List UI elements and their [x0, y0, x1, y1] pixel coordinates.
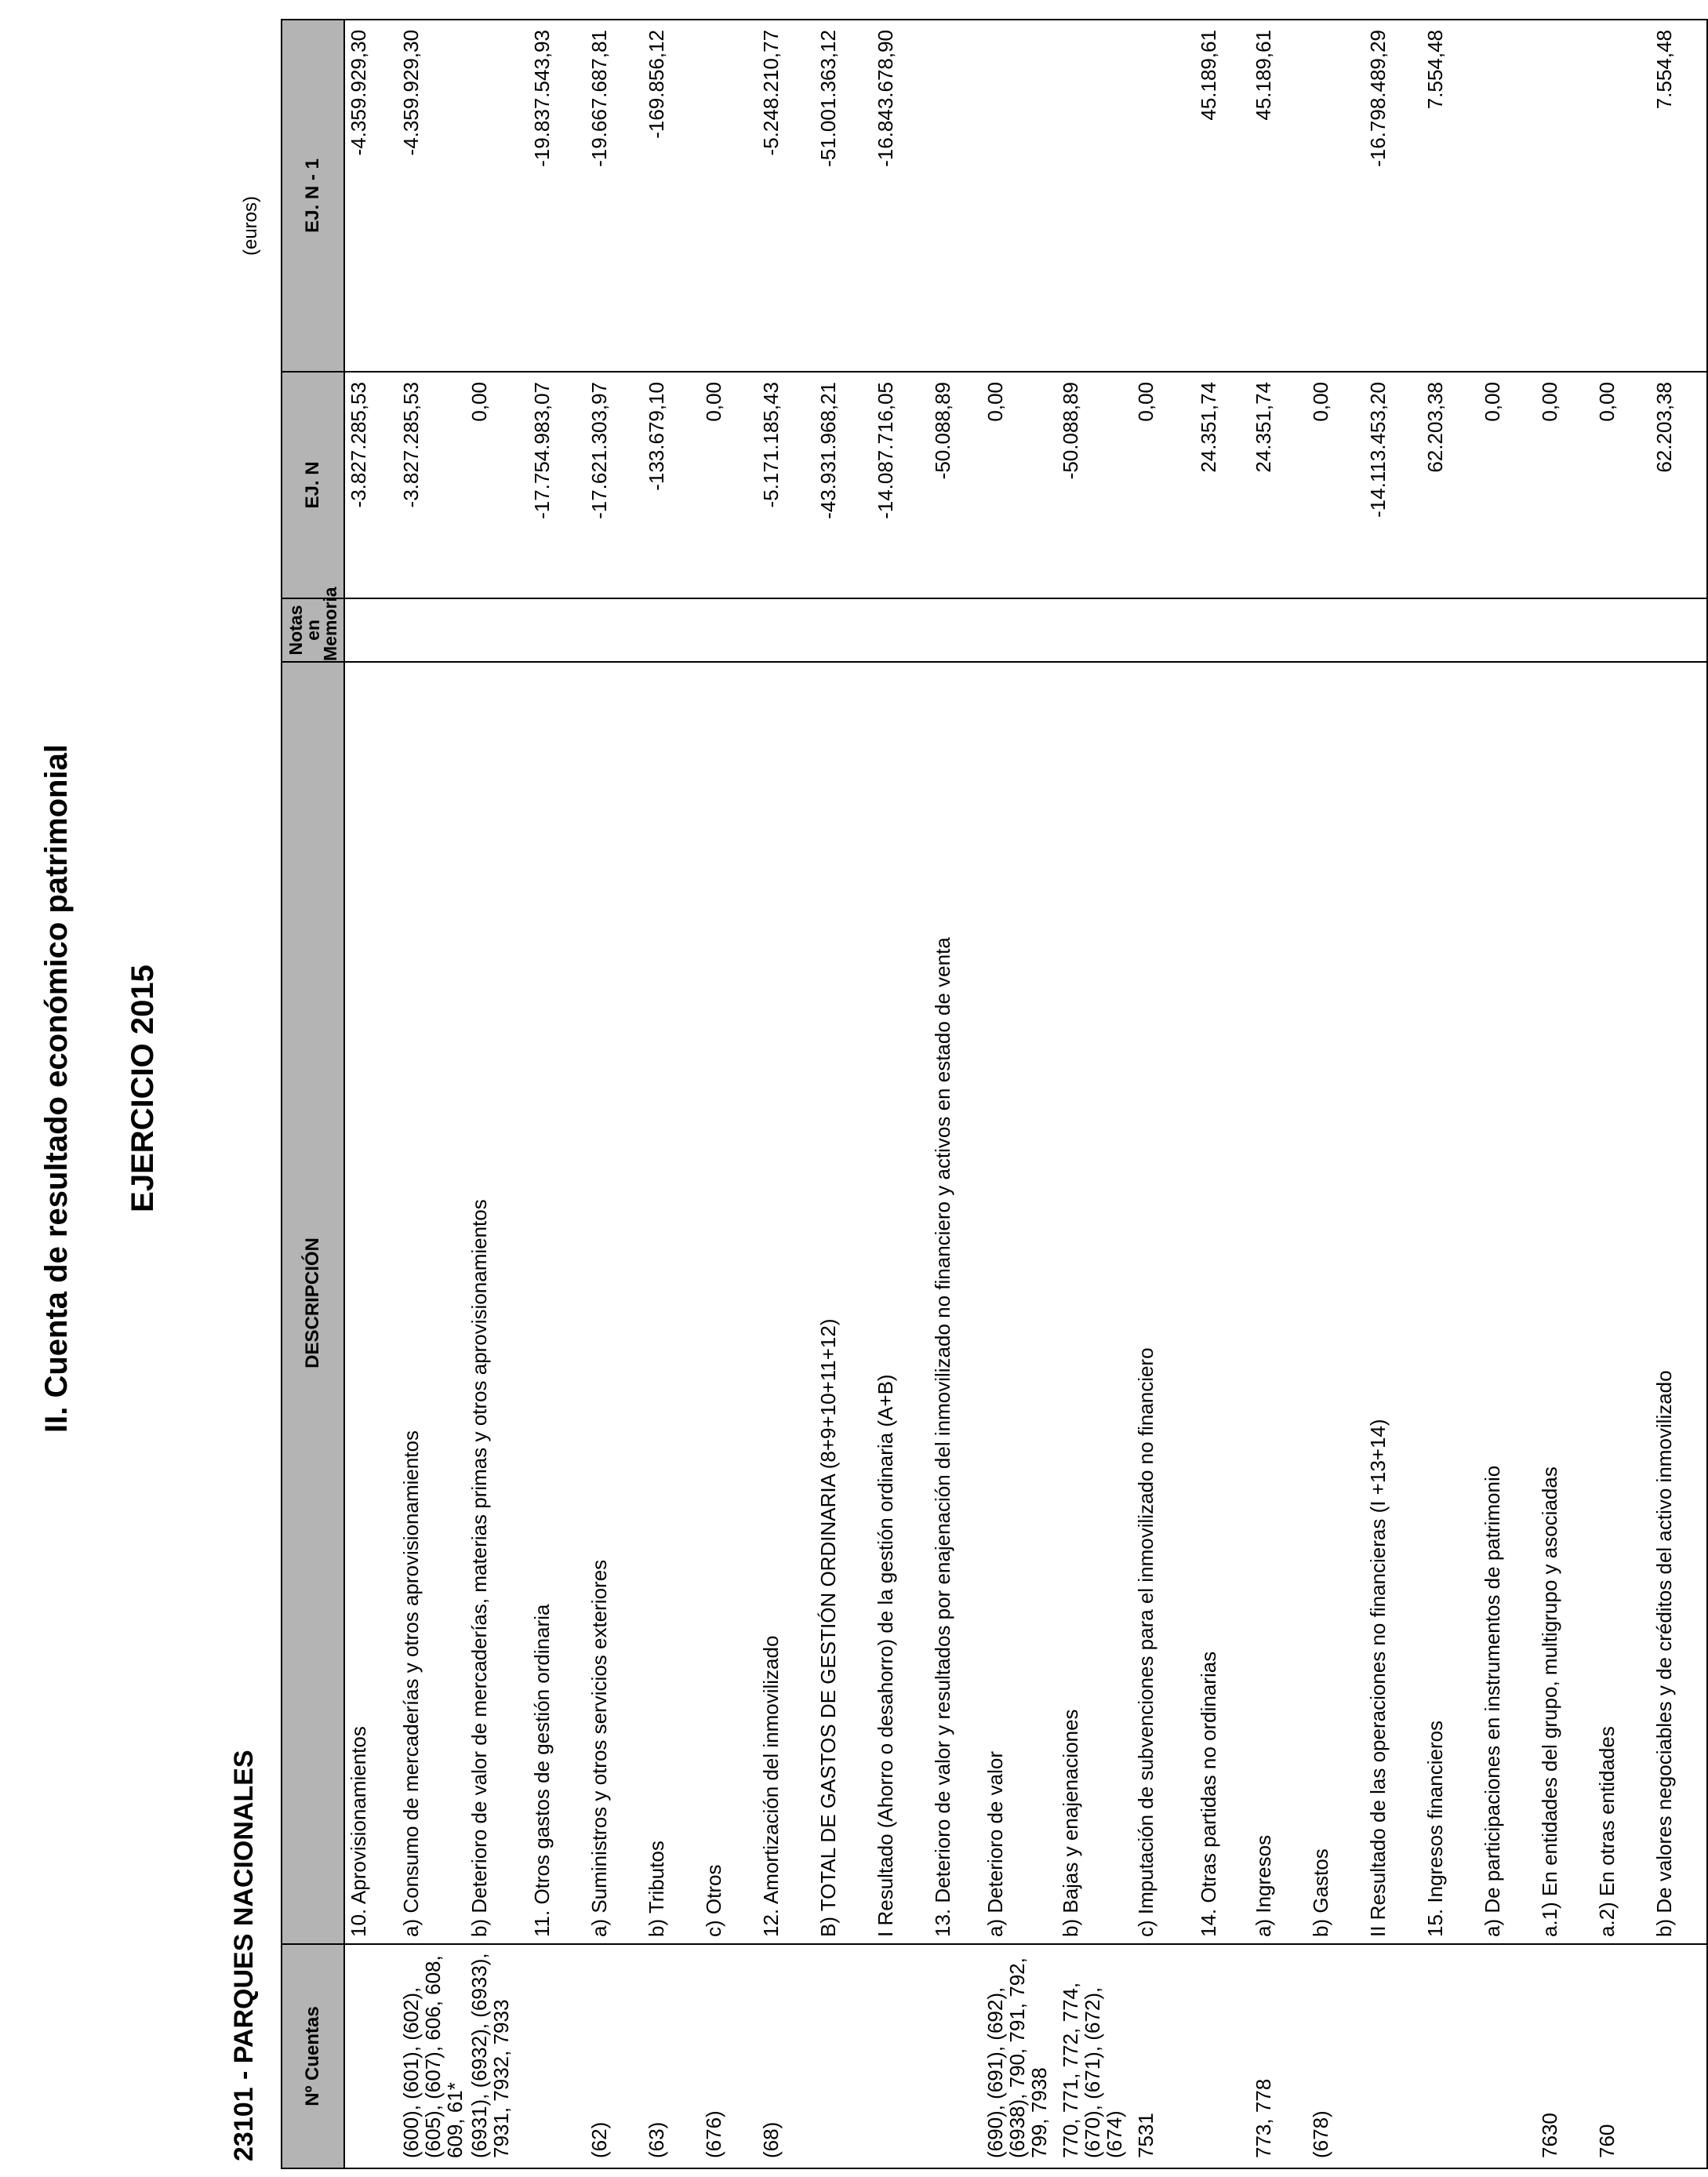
page-subtitle: EJERCICIO 2015 — [125, 965, 160, 1212]
description-cell: a.1) En entidades del grupo, multigrupo y asociadas — [1536, 662, 1594, 1944]
table-row — [643, 20, 700, 2168]
description-cell: 13. Deterioro de valor y resultados por enajenación del inmovilizado no financiero y activos en estado de venta — [929, 662, 982, 1944]
ej-n-cell: 62.203,38 — [1651, 372, 1707, 598]
ej-n1-cell: -4.359.929,30 — [344, 20, 398, 372]
account-cell: (600), (601), (602), (605), (607), 606, 608, 609, 61* — [398, 1944, 466, 2168]
notes-cell — [1057, 598, 1132, 662]
account-cell — [1479, 1944, 1536, 2168]
ej-n-cell: 0,00 — [1132, 372, 1195, 598]
header-notes: Notas en Memoria — [282, 598, 344, 662]
account-cell: 760 — [1594, 1944, 1651, 2168]
units-label: (euros) — [240, 195, 261, 256]
table-row — [872, 20, 929, 2168]
account-cell — [1422, 1944, 1479, 2168]
ej-n1-cell — [982, 20, 1057, 372]
table-row — [815, 20, 872, 2168]
ej-n-cell: -14.087.716,05 — [872, 372, 929, 598]
notes-cell — [982, 598, 1057, 662]
description-cell: 14. Otras partidas no ordinarias — [1195, 662, 1250, 1944]
ej-n1-cell: -19.667.687,81 — [586, 20, 643, 372]
notes-cell — [344, 598, 398, 662]
ej-n1-cell: -19.837.543,93 — [529, 20, 586, 372]
notes-cell — [643, 598, 700, 662]
description-cell: a.2) En otras entidades — [1594, 662, 1651, 1944]
table-row — [1479, 20, 1536, 2168]
notes-cell — [586, 598, 643, 662]
table-row — [586, 20, 643, 2168]
page-title: II. Cuenta de resultado económico patrimonial — [39, 744, 74, 1433]
notes-cell — [1132, 598, 1195, 662]
account-cell: 770, 771, 772, 774, (670), (671), (672), (674) — [1057, 1944, 1132, 2168]
table-row — [466, 20, 529, 2168]
account-cell: (6931), (6932), (6933), 7931, 7932, 7933 — [466, 1944, 529, 2168]
notes-cell — [1536, 598, 1594, 662]
description-cell: a) Deterioro de valor — [982, 662, 1057, 1944]
description-cell: II Resultado de las operaciones no financieras (I +13+14) — [1365, 662, 1422, 1944]
account-cell: 7630 — [1536, 1944, 1594, 2168]
table-row — [529, 20, 586, 2168]
description-cell: b) Deterioro de valor de mercaderías, materias primas y otros aprovisionamientos — [466, 662, 529, 1944]
ej-n1-cell: -16.798.489,29 — [1365, 20, 1422, 372]
account-cell: 7531 — [1132, 1944, 1195, 2168]
description-cell: B) TOTAL DE GASTOS DE GESTIÓN ORDINARIA (8+9+10+11+12) — [815, 662, 872, 1944]
ej-n1-cell — [1479, 20, 1536, 372]
ej-n1-cell: -51.001.363,12 — [815, 20, 872, 372]
notes-cell — [1195, 598, 1250, 662]
ej-n-cell: -17.754.983,07 — [529, 372, 586, 598]
description-cell: a) De participaciones en instrumentos de patrimonio — [1479, 662, 1536, 1944]
table-row — [700, 20, 758, 2168]
ej-n-cell: -14.113.453,20 — [1365, 372, 1422, 598]
ej-n1-cell — [1307, 20, 1365, 372]
ej-n-cell: 0,00 — [1307, 372, 1365, 598]
table-row — [1594, 20, 1651, 2168]
ej-n-cell: 0,00 — [982, 372, 1057, 598]
ej-n-cell: -133.679,10 — [643, 372, 700, 598]
ej-n-cell: -3.827.285,53 — [344, 372, 398, 598]
table-row — [1132, 20, 1195, 2168]
notes-cell — [758, 598, 815, 662]
ej-n1-cell: 45.189,61 — [1250, 20, 1307, 372]
account-cell: 773, 778 — [1250, 1944, 1307, 2168]
table-row — [1250, 20, 1307, 2168]
notes-cell — [1307, 598, 1365, 662]
account-cell: (63) — [643, 1944, 700, 2168]
table-row — [344, 20, 398, 2168]
description-cell: a) Ingresos — [1250, 662, 1307, 1944]
account-cell: (68) — [758, 1944, 815, 2168]
ej-n-cell: 0,00 — [466, 372, 529, 598]
ej-n-cell: -43.931.968,21 — [815, 372, 872, 598]
ej-n1-cell: -169.856,12 — [643, 20, 700, 372]
notes-cell — [466, 598, 529, 662]
header-ej-n1: EJ. N - 1 — [282, 20, 344, 372]
ej-n-cell: -50.088,89 — [1057, 372, 1132, 598]
account-cell: (690), (691), (692), (6938), 790, 791, 792, 799, 7938 — [982, 1944, 1057, 2168]
account-cell — [872, 1944, 929, 2168]
ej-n-cell: 24.351,74 — [1250, 372, 1307, 598]
ej-n-cell: -17.621.303,97 — [586, 372, 643, 598]
description-cell: b) De valores negociables y de créditos del activo inmovilizado — [1651, 662, 1707, 1944]
ej-n-cell: 0,00 — [700, 372, 758, 598]
header-accounts: Nº Cuentas — [282, 1944, 344, 2168]
account-cell: (62) — [586, 1944, 643, 2168]
description-cell: 10. Aprovisionamientos — [344, 662, 398, 1944]
ej-n-cell: -50.088,89 — [929, 372, 982, 598]
description-cell: I Resultado (Ahorro o desahorro) de la gestión ordinaria (A+B) — [872, 662, 929, 1944]
description-cell: 15. Ingresos financieros — [1422, 662, 1479, 1944]
ej-n1-cell: -4.359.929,30 — [398, 20, 466, 372]
table-row — [1195, 20, 1250, 2168]
header-ej-n: EJ. N — [282, 372, 344, 598]
table-row — [1307, 20, 1365, 2168]
ej-n-cell: 0,00 — [1479, 372, 1536, 598]
description-cell: b) Gastos — [1307, 662, 1365, 1944]
ej-n1-cell — [1594, 20, 1651, 372]
notes-cell — [1365, 598, 1422, 662]
ej-n-cell: -3.827.285,53 — [398, 372, 466, 598]
account-cell — [1651, 1944, 1707, 2168]
ej-n-cell: 62.203,38 — [1422, 372, 1479, 598]
table-row — [1365, 20, 1422, 2168]
table-row — [1651, 20, 1707, 2168]
notes-cell — [815, 598, 872, 662]
table-row — [1536, 20, 1594, 2168]
ej-n-cell: 0,00 — [1594, 372, 1651, 598]
notes-cell — [1250, 598, 1307, 662]
header-description: DESCRIPCIÓN — [282, 662, 344, 1944]
ej-n1-cell: 7.554,48 — [1651, 20, 1707, 372]
account-cell — [1195, 1944, 1250, 2168]
account-cell — [815, 1944, 872, 2168]
account-cell: (676) — [700, 1944, 758, 2168]
income-statement-table — [281, 19, 1708, 2169]
description-cell: b) Tributos — [643, 662, 700, 1944]
account-cell — [1365, 1944, 1422, 2168]
ej-n1-cell — [700, 20, 758, 372]
notes-cell — [1422, 598, 1479, 662]
description-cell: 12. Amortización del inmovilizado — [758, 662, 815, 1944]
description-cell: b) Bajas y enajenaciones — [1057, 662, 1132, 1944]
table-row — [758, 20, 815, 2168]
ej-n1-cell — [1132, 20, 1195, 372]
ej-n1-cell — [1057, 20, 1132, 372]
ej-n1-cell: 7.554,48 — [1422, 20, 1479, 372]
organization-label: 23101 - PARQUES NACIONALES — [229, 1750, 259, 2161]
notes-cell — [872, 598, 929, 662]
notes-cell — [398, 598, 466, 662]
account-cell — [529, 1944, 586, 2168]
ej-n1-cell: -5.248.210,77 — [758, 20, 815, 372]
notes-cell — [1479, 598, 1536, 662]
ej-n-cell: -5.171.185,43 — [758, 372, 815, 598]
notes-cell — [1594, 598, 1651, 662]
notes-cell — [929, 598, 982, 662]
table-row — [398, 20, 466, 2168]
table-row — [1057, 20, 1132, 2168]
table-row — [1422, 20, 1479, 2168]
ej-n1-cell — [1536, 20, 1594, 372]
account-cell: (678) — [1307, 1944, 1365, 2168]
table-row — [982, 20, 1057, 2168]
ej-n1-cell: -16.843.678,90 — [872, 20, 929, 372]
notes-cell — [529, 598, 586, 662]
ej-n-cell: 0,00 — [1536, 372, 1594, 598]
ej-n1-cell — [466, 20, 529, 372]
ej-n1-cell — [929, 20, 982, 372]
table-row — [929, 20, 982, 2168]
notes-cell — [1651, 598, 1707, 662]
description-cell: c) Otros — [700, 662, 758, 1944]
ej-n-cell: 24.351,74 — [1195, 372, 1250, 598]
description-cell: c) Imputación de subvenciones para el inmovilizado no financiero — [1132, 662, 1195, 1944]
description-cell: a) Consumo de mercaderías y otros aprovisionamientos — [398, 662, 466, 1944]
ej-n1-cell: 45.189,61 — [1195, 20, 1250, 372]
account-cell — [929, 1944, 982, 2168]
description-cell: a) Suministros y otros servicios exteriores — [586, 662, 643, 1944]
notes-cell — [700, 598, 758, 662]
description-cell: 11. Otros gastos de gestión ordinaria — [529, 662, 586, 1944]
account-cell — [344, 1944, 398, 2168]
